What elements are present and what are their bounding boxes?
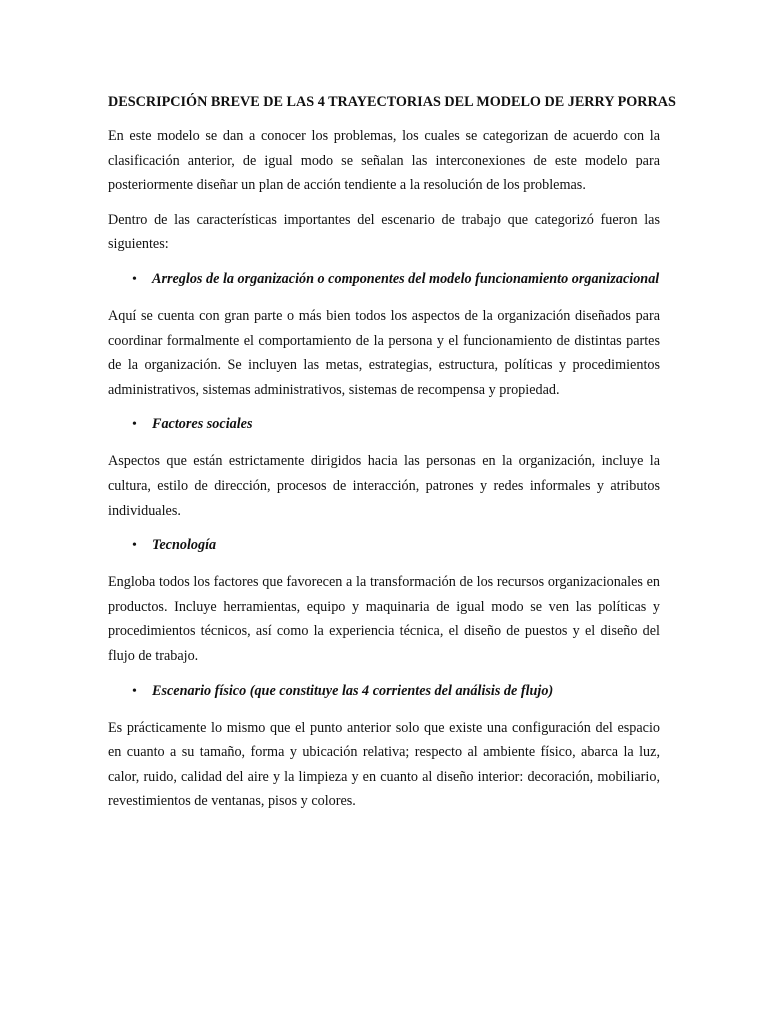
section-heading-text: Tecnología bbox=[152, 537, 217, 554]
bullet-icon: • bbox=[132, 417, 137, 433]
section-heading-text: Factores sociales bbox=[152, 416, 253, 433]
intro-paragraph: Dentro de las características importantes del escenario de trabajo que categorizó fueron las siguientes: bbox=[108, 211, 660, 253]
section-heading-text: Arreglos de la organización o componentes del modelo funcionamiento organizacional bbox=[152, 270, 660, 287]
bullet-icon: • bbox=[132, 683, 137, 699]
section-body: Es prácticamente lo mismo que el punto anterior solo que existe una configuración del espacio en cuanto a su tamaño, forma y ubicación relativa; respecto al ambiente físico, abarca la luz, calor, ruido, calidad del aire y la limpieza y en cuanto al diseño interior: decoración, mobiliario, revestimientos de ventanas, pisos y colores. bbox=[108, 719, 660, 810]
section-heading bbox=[132, 412, 660, 437]
section-body: Aspectos que están estrictamente dirigidos hacia las personas en la organización, incluye la cultura, estilo de dirección, procesos de interacción, patrones y redes informales y atributos individuales. bbox=[108, 453, 660, 519]
section-heading-text: Escenario físico (que constituye las 4 corrientes del análisis de flujo) bbox=[152, 682, 554, 699]
section-heading bbox=[132, 267, 660, 292]
bullet-icon: • bbox=[132, 538, 137, 554]
section-heading bbox=[132, 679, 660, 704]
section-heading bbox=[132, 533, 660, 558]
document-title: DESCRIPCIÓN BREVE DE LAS 4 TRAYECTORIAS DEL MODELO DE JERRY PORRAS bbox=[108, 94, 676, 110]
section-body: Aquí se cuenta con gran parte o más bien todos los aspectos de la organización diseñados para coordinar formalmente el comportamiento de la persona y el funcionamiento de distintas partes de la organización. Se incluyen las metas, estrategias, estructura, políticas y procedimientos administrativos, sistemas administrativos, sistemas de recompensa y propiedad. bbox=[108, 307, 660, 398]
intro-paragraph: En este modelo se dan a conocer los problemas, los cuales se categorizan de acuerdo con la clasificación anterior, de igual modo se señalan las interconexiones de este modelo para posteriormente diseñar un plan de acción tendiente a la resolución de los problemas. bbox=[108, 128, 660, 194]
bullet-icon: • bbox=[132, 271, 137, 287]
section-body: Engloba todos los factores que favorecen a la transformación de los recursos organizacionales en productos. Incluye herramientas, equipo y maquinaria de igual modo se ven las políticas y procedimientos técnicos, así como la experiencia técnica, el diseño de puestos y el diseño del flujo de trabajo. bbox=[108, 574, 660, 664]
